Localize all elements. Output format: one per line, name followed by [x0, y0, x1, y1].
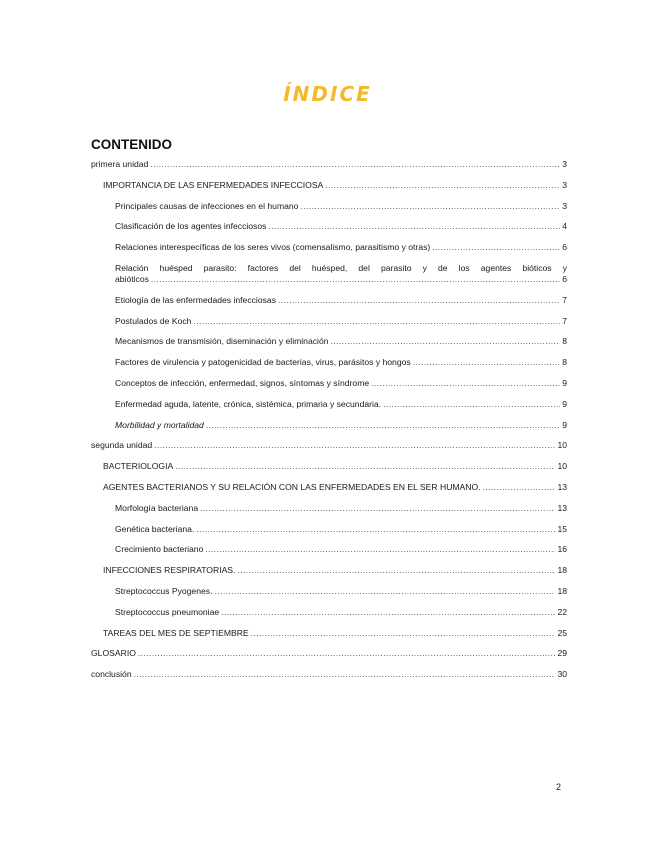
toc-entry[interactable] — [91, 357, 567, 368]
toc-entry-label: INFECCIONES RESPIRATORIAS. — [103, 565, 236, 576]
toc-entry-label: Postulados de Koch — [115, 315, 192, 326]
page-number: 2 — [556, 782, 562, 792]
toc-entry-label: BACTERIOLOGIA — [103, 461, 174, 472]
toc-entry[interactable] — [91, 316, 567, 327]
toc-entry-label: Genética bacteriana. — [115, 523, 195, 534]
toc-entry-page: 7 — [562, 315, 567, 326]
toc-entry[interactable] — [91, 378, 567, 389]
dot-leader — [138, 648, 556, 659]
dot-leader — [205, 544, 555, 555]
toc-entry-label: Crecimiento bacteriano — [115, 544, 204, 555]
toc-entry[interactable] — [91, 461, 567, 472]
toc-entry-page: 18 — [557, 565, 567, 576]
toc-entry-page: 3 — [562, 159, 567, 169]
toc-entry[interactable] — [91, 628, 567, 639]
toc-entry[interactable] — [91, 295, 567, 306]
toc-entry-label: TAREAS DEL MES DE SEPTIEMBRE — [103, 627, 249, 638]
toc-entry-page: 6 — [562, 242, 567, 253]
toc-entry-page: 16 — [557, 544, 567, 555]
toc-entry-label: GLOSARIO — [91, 648, 136, 659]
dot-leader — [237, 565, 555, 576]
dot-leader — [483, 482, 556, 493]
toc-entry-label: conclusión — [91, 669, 132, 680]
toc-entry-label: Clasificación de los agentes infecciosos — [115, 221, 267, 232]
toc-entry-page: 25 — [557, 627, 567, 638]
dot-leader — [413, 357, 561, 368]
toc-entry-page: 6 — [562, 273, 567, 284]
toc-entry-label: Principales causas de infecciones en el humano — [115, 200, 299, 211]
dot-leader — [300, 201, 560, 212]
toc-entry-label: Streptococcus pneumoniae — [115, 606, 220, 617]
table-of-contents — [91, 159, 567, 690]
toc-entry-label-continued: abióticos — [115, 273, 149, 284]
toc-entry-page: 8 — [562, 336, 567, 347]
toc-entry[interactable] — [91, 180, 567, 191]
dot-leader — [154, 440, 555, 451]
dot-leader — [151, 274, 560, 285]
toc-entry-label: Streptococcus Pyogenes. — [115, 585, 213, 596]
dot-leader — [196, 524, 555, 535]
dot-leader — [268, 221, 560, 232]
toc-entry[interactable] — [91, 544, 567, 555]
toc-entry-label: Conceptos de infección, enfermedad, signos, síntomas y síndrome — [115, 377, 370, 388]
toc-entry-label: primera unidad — [91, 159, 149, 169]
contents-heading: CONTENIDO — [91, 137, 172, 152]
dot-leader — [221, 607, 555, 618]
toc-entry-page: 3 — [562, 200, 567, 211]
toc-entry[interactable] — [91, 607, 567, 618]
toc-entry-label: Morfología bacteriana — [115, 502, 199, 513]
toc-entry[interactable] — [91, 221, 567, 232]
dot-leader — [200, 503, 555, 514]
index-title: ÍNDICE — [283, 82, 372, 106]
dot-leader — [278, 295, 560, 306]
toc-entry-page: 13 — [557, 502, 567, 513]
dot-leader — [383, 399, 560, 410]
toc-entry-label: IMPORTANCIA DE LAS ENFERMEDADES INFECCIOSA — [103, 179, 324, 190]
dot-leader — [134, 669, 556, 680]
dot-leader — [206, 420, 560, 431]
toc-entry-label: Morbilidad y mortalidad — [115, 419, 204, 430]
toc-entry-page: 22 — [557, 606, 567, 617]
toc-entry-page: 7 — [562, 294, 567, 305]
dot-leader — [325, 180, 560, 191]
toc-entry[interactable] — [91, 482, 567, 493]
toc-entry-page: 3 — [562, 179, 567, 190]
toc-entry-page: 8 — [562, 357, 567, 368]
toc-entry[interactable] — [91, 242, 567, 253]
toc-entry-page: 10 — [557, 461, 567, 472]
dot-leader — [432, 242, 560, 253]
toc-entry-label: segunda unidad — [91, 440, 153, 451]
toc-entry-page: 30 — [557, 669, 567, 680]
dot-leader — [331, 336, 561, 347]
toc-entry-page: 15 — [557, 523, 567, 534]
toc-entry-page: 9 — [562, 398, 567, 409]
toc-entry[interactable] — [91, 503, 567, 514]
toc-entry-page: 9 — [562, 377, 567, 388]
dot-leader — [193, 316, 560, 327]
toc-entry-page: 4 — [562, 221, 567, 232]
toc-entry-label: AGENTES BACTERIANOS Y SU RELACIÓN CON LAS ENFERMEDADES EN EL SER HUMANO. — [103, 481, 481, 492]
toc-entry[interactable] — [91, 586, 567, 597]
dot-leader — [150, 159, 560, 170]
toc-entry[interactable] — [91, 336, 567, 347]
toc-entry-page: 13 — [557, 481, 567, 492]
dot-leader — [251, 628, 556, 639]
toc-entry[interactable] — [91, 159, 567, 170]
toc-entry-label: Enfermedad aguda, latente, crónica, sistémica, primaria y secundaria. — [115, 398, 382, 409]
toc-entry[interactable] — [91, 565, 567, 576]
toc-entry[interactable] — [91, 648, 567, 659]
toc-entry-page: 9 — [562, 419, 567, 430]
toc-entry[interactable] — [91, 440, 567, 451]
toc-entry-page: 29 — [557, 648, 567, 659]
toc-entry-label: Relaciones interespecíficas de los seres vivos (comensalismo, parasitismo y otras) — [115, 242, 431, 253]
toc-entry[interactable] — [91, 399, 567, 410]
dot-leader — [175, 461, 555, 472]
dot-leader — [214, 586, 555, 597]
toc-entry-label: Relación huésped parasito: factores del huésped, del parasito y de los agentes bióticos y — [115, 262, 567, 273]
toc-entry[interactable] — [91, 669, 567, 680]
toc-entry[interactable] — [91, 263, 567, 285]
toc-entry[interactable] — [91, 524, 567, 535]
toc-entry[interactable] — [91, 420, 567, 431]
toc-entry-label: Factores de virulencia y patogenicidad de bacterias, virus, parásitos y hongos — [115, 357, 411, 368]
toc-entry-label: Mecanismos de transmisión, diseminación y eliminación — [115, 336, 329, 347]
toc-entry[interactable] — [91, 201, 567, 212]
toc-entry-page: 10 — [557, 440, 567, 451]
dot-leader — [371, 378, 560, 389]
toc-entry-label: Etiología de las enfermedades infecciosas — [115, 294, 276, 305]
toc-entry-page: 18 — [557, 585, 567, 596]
